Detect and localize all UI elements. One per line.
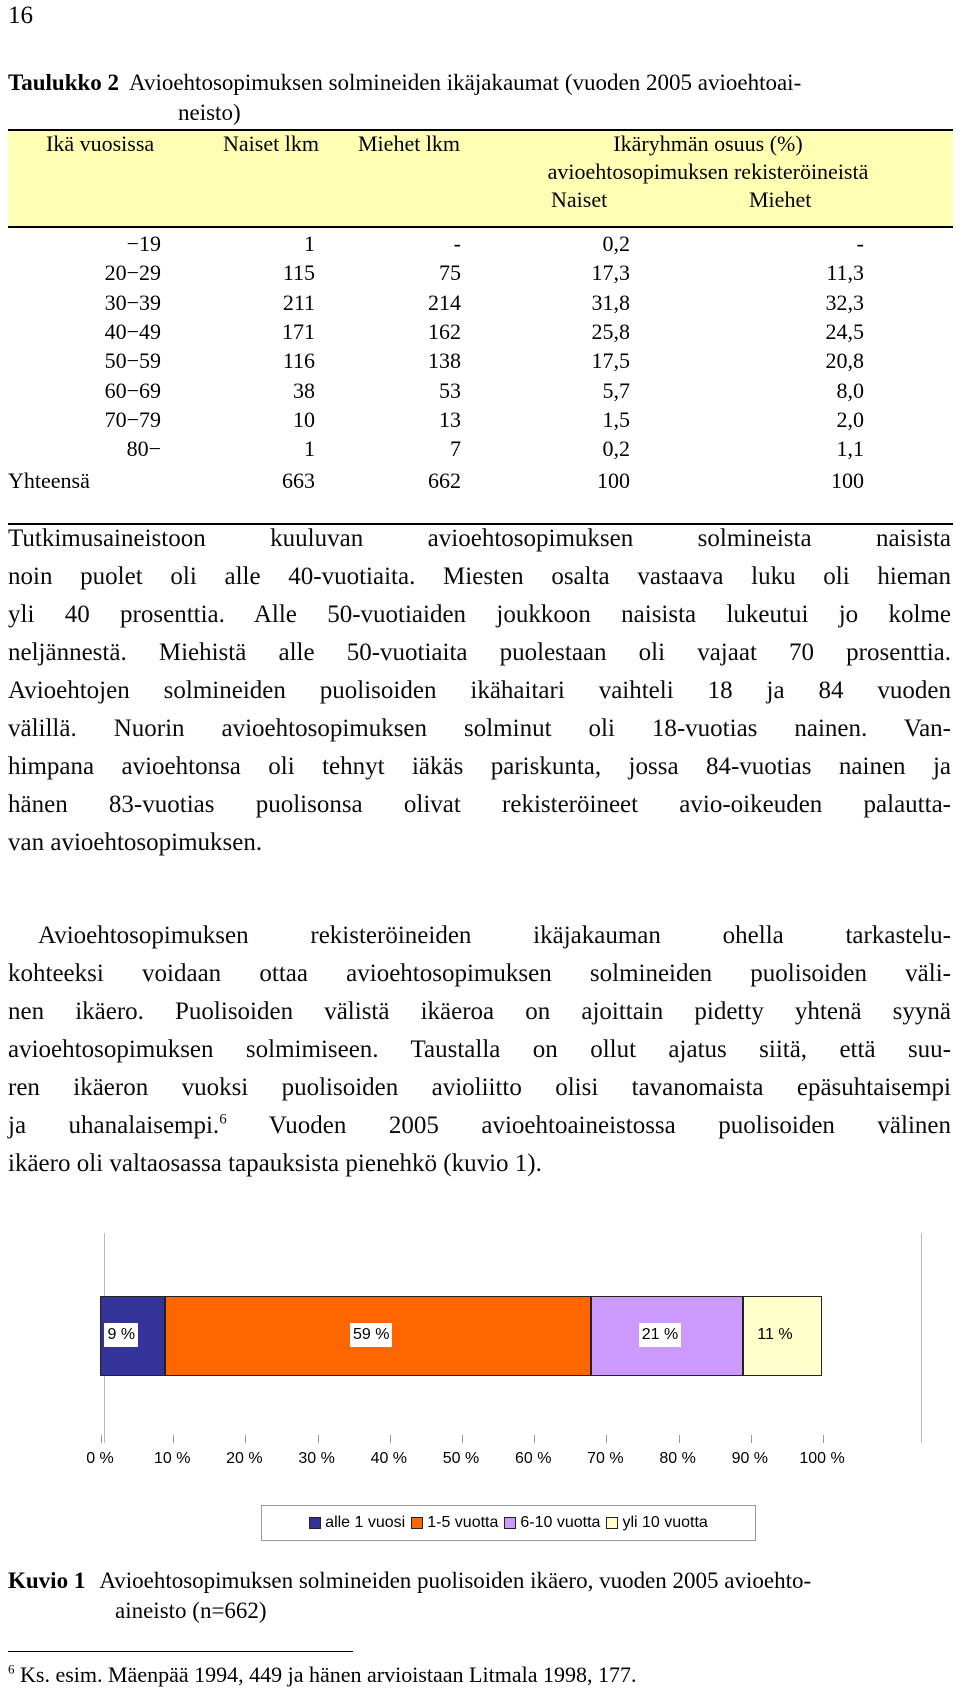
x-tick-label: 40 % [370, 1450, 408, 1467]
table-label: Taulukko 2 [8, 70, 120, 95]
text-line: nen ikäero. Puolisoiden välistä ikäeroa on ajoittain pidetty yhtenä syynä [8, 998, 951, 1025]
footnote-ref: 6 [219, 1111, 227, 1128]
cell-share-men: 20,8 [825, 348, 864, 374]
cell-share-men: - [856, 231, 864, 256]
legend-item [309, 1514, 405, 1532]
cell-men-count: - [453, 231, 461, 256]
cell-men-count: 75 [439, 260, 461, 286]
figure-caption-line1: Avioehtosopimuksen solmineiden puolisoiden ikäero, vuoden 2005 avioehto- [99, 1568, 812, 1593]
legend-label: alle 1 vuosi [325, 1514, 406, 1531]
cell-women-count: 38 [293, 377, 315, 403]
text-line: Avioehtosopimuksen rekisteröineiden ikäjakauman ohella tarkastelu- [38, 922, 951, 949]
text-line: noin puolet oli alle 40-vuotiaita. Miesten osalta vastaava luku oli hieman [8, 563, 951, 590]
x-tick-label: 70 % [587, 1450, 624, 1467]
table-caption [8, 68, 948, 128]
cell-share-women: 31,8 [591, 289, 630, 315]
text-run: ja uhanalaisempi. [8, 1112, 220, 1139]
cell-share-women: 17,3 [591, 260, 630, 286]
x-tick-label: 100 % [799, 1450, 845, 1467]
x-tick-mark [606, 1435, 607, 1443]
cell-men-count: 7 [450, 436, 461, 462]
cell-share-men: 32,3 [825, 289, 864, 315]
legend-label: yli 10 vuotta [622, 1514, 708, 1531]
data-label: 11 % [754, 1323, 795, 1347]
text-line: välillä. Nuorin avioehtosopimuksen solminut oli 18-vuotias nainen. Van- [8, 715, 951, 742]
x-tick-label: 0 % [86, 1450, 114, 1467]
cell-share-women: 0,2 [602, 231, 630, 256]
header-men-count: Miehet lkm [358, 131, 461, 156]
cell-age: 20−29 [104, 260, 161, 286]
table-caption-line1: Avioehtosopimuksen solmineiden ikäjakaumat (vuoden 2005 avioehtoai- [129, 70, 802, 95]
header-share-women: Naiset [551, 187, 608, 212]
cell-age: 40−49 [104, 318, 161, 344]
x-tick-mark [173, 1435, 174, 1443]
x-tick-mark [101, 1435, 102, 1443]
x-tick-label: 80 % [659, 1450, 696, 1467]
legend-item [504, 1514, 600, 1532]
cell-share-men: 2,0 [836, 406, 864, 432]
text-run: Vuoden 2005 avioehtoaineistossa puolisoiden välinen [226, 1112, 951, 1139]
cell-men-count: 13 [439, 406, 461, 432]
x-tick-label: 60 % [514, 1450, 552, 1467]
legend-swatch [309, 1517, 321, 1529]
cell-share-men: 8,0 [836, 377, 864, 403]
header-women-count: Naiset lkm [223, 131, 319, 156]
text-line [8, 1107, 951, 1145]
x-tick-label: 30 % [298, 1450, 335, 1467]
text-line: van avioehtosopimuksen. [8, 829, 263, 856]
table-caption-line2: neisto) [178, 100, 241, 125]
cell-men-count: 53 [439, 377, 461, 403]
cell-age: 70−79 [104, 406, 161, 432]
legend-label: 1-5 vuotta [427, 1514, 499, 1531]
footnote-number: 6 [8, 1661, 15, 1677]
cell-women-count: 171 [282, 318, 315, 344]
footnote-text: Ks. esim. Mäenpää 1994, 449 ja hänen arvioistaan Litmala 1998, 177. [14, 1662, 637, 1687]
x-tick-mark [318, 1435, 319, 1443]
text-line: ikäero oli valtaosassa tapauksista pienehkö (kuvio 1). [8, 1150, 542, 1177]
paragraph-2 [8, 917, 951, 1183]
text-line: kohteeksi voidaan ottaa avioehtosopimuksen solmineiden puolisoiden väli- [8, 960, 951, 987]
x-tick-label: 90 % [731, 1450, 769, 1467]
age-distribution-table [8, 129, 953, 525]
text-line: Avioehtojen solmineiden puolisoiden ikähaitari vaihteli 18 ja 84 vuoden [8, 677, 951, 704]
x-tick-mark [390, 1435, 391, 1443]
cell-women-count: 1 [304, 231, 315, 256]
x-tick-mark [534, 1435, 535, 1443]
chart-legend [261, 1505, 756, 1541]
total-cell-share-women: 100 [597, 468, 630, 494]
text-line: Tutkimusaineistoon kuuluvan avioehtosopimuksen solmineista naisista [8, 525, 951, 552]
header-age: Ikä vuosissa [46, 131, 155, 156]
data-label: 59 % [350, 1323, 392, 1347]
header-share-line2: avioehtosopimuksen rekisteröineistä [547, 159, 869, 184]
x-tick-mark [751, 1435, 752, 1443]
text-line: avioehtosopimuksen solmimiseen. Taustalla on ollut ajatus siitä, että suu- [8, 1036, 951, 1063]
figure-caption [8, 1566, 948, 1626]
cell-share-men: 11,3 [826, 260, 864, 286]
cell-women-count: 116 [282, 348, 315, 374]
cell-age: −19 [126, 231, 161, 256]
cell-share-women: 5,7 [602, 377, 630, 403]
text-line: neljännestä. Miehistä alle 50-vuotiaita puolestaan oli vajaat 70 prosenttia. [8, 639, 951, 666]
text-line: himpana avioehtonsa oli tehnyt iäkäs pariskunta, jossa 84-vuotias nainen ja [8, 753, 951, 780]
text-line: yli 40 prosenttia. Alle 50-vuotiaiden joukkoon naisista lukeutui jo kolme [8, 601, 951, 628]
cell-women-count: 211 [282, 289, 315, 315]
footnote [8, 1660, 636, 1690]
cell-share-men: 24,5 [825, 318, 864, 344]
cell-share-men: 1,1 [836, 436, 864, 462]
cell-share-women: 0,2 [602, 436, 630, 462]
total-cell-share-men: 100 [831, 468, 864, 494]
cell-women-count: 1 [304, 436, 315, 462]
cell-age: 50−59 [104, 348, 161, 374]
cell-share-women: 17,5 [591, 348, 630, 374]
legend-item [411, 1514, 498, 1532]
x-tick-mark [823, 1435, 824, 1443]
x-tick-label: 20 % [226, 1450, 263, 1467]
legend-swatch [504, 1517, 516, 1529]
header-share-line1: Ikäryhmän osuus (%) [613, 131, 803, 156]
header-share-men: Miehet [749, 187, 812, 212]
x-tick-mark [679, 1435, 680, 1443]
figure-label: Kuvio 1 [8, 1568, 86, 1593]
legend-label: 6-10 vuotta [520, 1514, 601, 1531]
x-tick-label: 50 % [442, 1450, 480, 1467]
cell-women-count: 115 [282, 260, 315, 286]
page-number: 16 [8, 2, 33, 29]
data-label: 21 % [639, 1323, 681, 1347]
x-tick-mark [245, 1435, 246, 1443]
cell-men-count: 214 [428, 289, 461, 315]
footnote-separator [8, 1651, 353, 1652]
cell-women-count: 10 [293, 406, 315, 432]
cell-share-women: 1,5 [602, 406, 630, 432]
text-line: hänen 83-vuotias puolisonsa olivat rekisteröineet avio-oikeuden palautta- [8, 791, 951, 818]
legend-swatch [606, 1517, 618, 1529]
table-header-rule [8, 226, 953, 228]
figure-caption-line2: aineisto (n=662) [115, 1598, 267, 1623]
total-cell-women-count: 663 [282, 468, 315, 494]
x-tick-label: 10 % [153, 1450, 191, 1467]
cell-age: 80− [126, 436, 161, 462]
total-cell-age: Yhteensä [8, 468, 90, 494]
cell-share-women: 25,8 [591, 318, 630, 344]
paragraph-1 [8, 520, 951, 862]
cell-age: 30−39 [104, 289, 161, 315]
cell-men-count: 138 [428, 348, 461, 374]
x-tick-mark [462, 1435, 463, 1443]
data-label: 9 % [104, 1323, 138, 1347]
legend-swatch [411, 1517, 423, 1529]
legend-item [606, 1514, 707, 1532]
total-cell-men-count: 662 [428, 468, 461, 494]
cell-age: 60−69 [104, 377, 161, 403]
text-line: ren ikäeron vuoksi puolisoiden avioliitto olisi tavanomaista epäsuhtaisempi [8, 1074, 951, 1101]
cell-men-count: 162 [428, 318, 461, 344]
